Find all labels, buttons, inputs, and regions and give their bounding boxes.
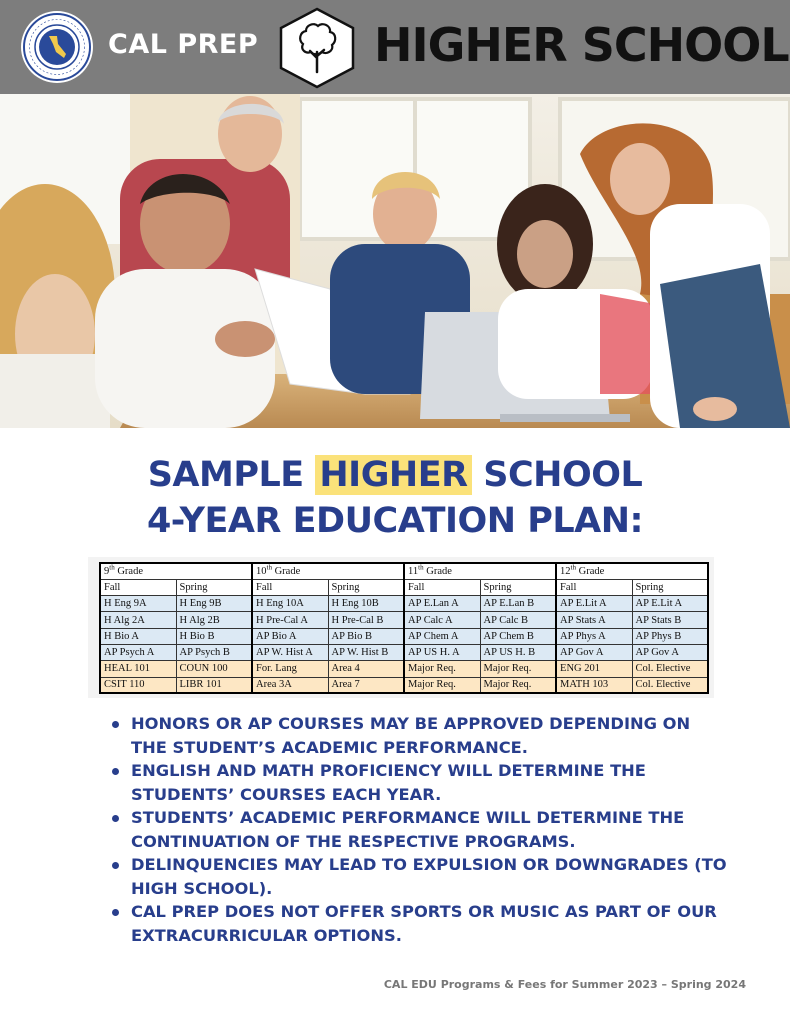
students-with-teacher-photo bbox=[0, 94, 790, 428]
course-row bbox=[100, 628, 708, 644]
course-cell: AP Gov A bbox=[632, 644, 708, 660]
term-header: Spring bbox=[176, 579, 252, 595]
education-plan-table bbox=[99, 562, 709, 694]
course-cell: AP Gov A bbox=[556, 644, 632, 660]
course-cell: AP Psych B bbox=[176, 644, 252, 660]
course-cell: COUN 100 bbox=[176, 661, 252, 677]
header-bar bbox=[0, 0, 790, 94]
course-cell: AP Calc B bbox=[480, 612, 556, 628]
course-cell: AP Psych A bbox=[100, 644, 176, 660]
term-header: Fall bbox=[404, 579, 480, 595]
program-title: HIGHER SCHOOL bbox=[374, 18, 789, 72]
course-cell: AP US H. B bbox=[480, 644, 556, 660]
course-row bbox=[100, 661, 708, 677]
policy-bullet: CAL PREP DOES NOT OFFER SPORTS OR MUSIC AS PART OF OUR EXTRACURRICULAR OPTIONS. bbox=[110, 900, 730, 947]
course-row bbox=[100, 596, 708, 612]
course-cell: AP Bio A bbox=[252, 628, 328, 644]
course-cell: AP W. Hist B bbox=[328, 644, 404, 660]
grade-header: 10th Grade bbox=[252, 563, 404, 579]
term-header: Spring bbox=[480, 579, 556, 595]
grade-header: 11th Grade bbox=[404, 563, 556, 579]
course-cell: H Alg 2B bbox=[176, 612, 252, 628]
page-footer: CAL EDU Programs & Fees for Summer 2023 – Spring 2024 bbox=[383, 978, 746, 991]
term-header: Fall bbox=[556, 579, 632, 595]
course-cell: Major Req. bbox=[404, 677, 480, 693]
term-header: Fall bbox=[252, 579, 328, 595]
plan-heading bbox=[0, 452, 790, 544]
course-cell: Area 3A bbox=[252, 677, 328, 693]
course-cell: AP Chem B bbox=[480, 628, 556, 644]
course-cell: AP E.Lit A bbox=[632, 596, 708, 612]
grade-header: 9th Grade bbox=[100, 563, 252, 579]
policy-bullet: HONORS OR AP COURSES MAY BE APPROVED DEPENDING ON THE STUDENT’S ACADEMIC PERFORMANCE. bbox=[110, 712, 730, 759]
course-cell: AP Stats A bbox=[556, 612, 632, 628]
course-cell: AP Calc A bbox=[404, 612, 480, 628]
grade-header-row bbox=[100, 563, 708, 579]
course-cell: Major Req. bbox=[480, 677, 556, 693]
term-header: Spring bbox=[328, 579, 404, 595]
course-row bbox=[100, 612, 708, 628]
course-cell: Major Req. bbox=[404, 661, 480, 677]
course-cell: For. Lang bbox=[252, 661, 328, 677]
course-cell: LIBR 101 bbox=[176, 677, 252, 693]
heading-pre: SAMPLE bbox=[147, 455, 316, 495]
plan-heading-line-2: 4-YEAR EDUCATION PLAN: bbox=[146, 501, 644, 541]
policy-bullet: ENGLISH AND MATH PROFICIENCY WILL DETERMINE THE STUDENTS’ COURSES EACH YEAR. bbox=[110, 759, 730, 806]
course-cell: MATH 103 bbox=[556, 677, 632, 693]
course-cell: Area 7 bbox=[328, 677, 404, 693]
course-cell: AP US H. A bbox=[404, 644, 480, 660]
course-cell: H Bio B bbox=[176, 628, 252, 644]
course-cell: H Pre-Cal B bbox=[328, 612, 404, 628]
course-cell: Col. Elective bbox=[632, 661, 708, 677]
policy-bullet: DELINQUENCIES MAY LEAD TO EXPULSION OR DOWNGRADES (TO HIGH SCHOOL). bbox=[110, 853, 730, 900]
heading-post: SCHOOL bbox=[471, 455, 643, 495]
policy-bullet: STUDENTS’ ACADEMIC PERFORMANCE WILL DETERMINE THE CONTINUATION OF THE RESPECTIVE PROGRAMS. bbox=[110, 806, 730, 853]
course-cell: Major Req. bbox=[480, 661, 556, 677]
course-cell: H Eng 9B bbox=[176, 596, 252, 612]
term-header: Fall bbox=[100, 579, 176, 595]
plan-heading-line-1 bbox=[0, 452, 790, 498]
course-cell: HEAL 101 bbox=[100, 661, 176, 677]
course-cell: Col. Elective bbox=[632, 677, 708, 693]
course-cell: AP Phys B bbox=[632, 628, 708, 644]
course-cell: AP W. Hist A bbox=[252, 644, 328, 660]
grade-header: 12th Grade bbox=[556, 563, 708, 579]
course-cell: Area 4 bbox=[328, 661, 404, 677]
course-cell: AP E.Lan B bbox=[480, 596, 556, 612]
course-cell: AP Bio B bbox=[328, 628, 404, 644]
course-cell: CSIT 110 bbox=[100, 677, 176, 693]
policy-bullet-list bbox=[110, 712, 730, 947]
course-cell: H Eng 10B bbox=[328, 596, 404, 612]
term-header: Spring bbox=[632, 579, 708, 595]
course-row bbox=[100, 644, 708, 660]
course-cell: H Bio A bbox=[100, 628, 176, 644]
course-cell: AP Chem A bbox=[404, 628, 480, 644]
brand-name: CAL PREP bbox=[108, 29, 259, 60]
course-cell: ENG 201 bbox=[556, 661, 632, 677]
tree-hexagon-icon bbox=[276, 6, 358, 90]
course-cell: AP Phys A bbox=[556, 628, 632, 644]
course-cell: AP E.Lit A bbox=[556, 596, 632, 612]
course-cell: AP E.Lan A bbox=[404, 596, 480, 612]
course-row bbox=[100, 677, 708, 693]
education-plan-table-container bbox=[88, 557, 714, 698]
heading-highlight: HIGHER bbox=[315, 455, 471, 495]
cal-accelerated-learning-seal-icon bbox=[20, 10, 94, 84]
course-cell: H Pre-Cal A bbox=[252, 612, 328, 628]
term-header-row bbox=[100, 579, 708, 595]
course-cell: H Eng 10A bbox=[252, 596, 328, 612]
course-cell: H Alg 2A bbox=[100, 612, 176, 628]
course-cell: H Eng 9A bbox=[100, 596, 176, 612]
course-cell: AP Stats B bbox=[632, 612, 708, 628]
